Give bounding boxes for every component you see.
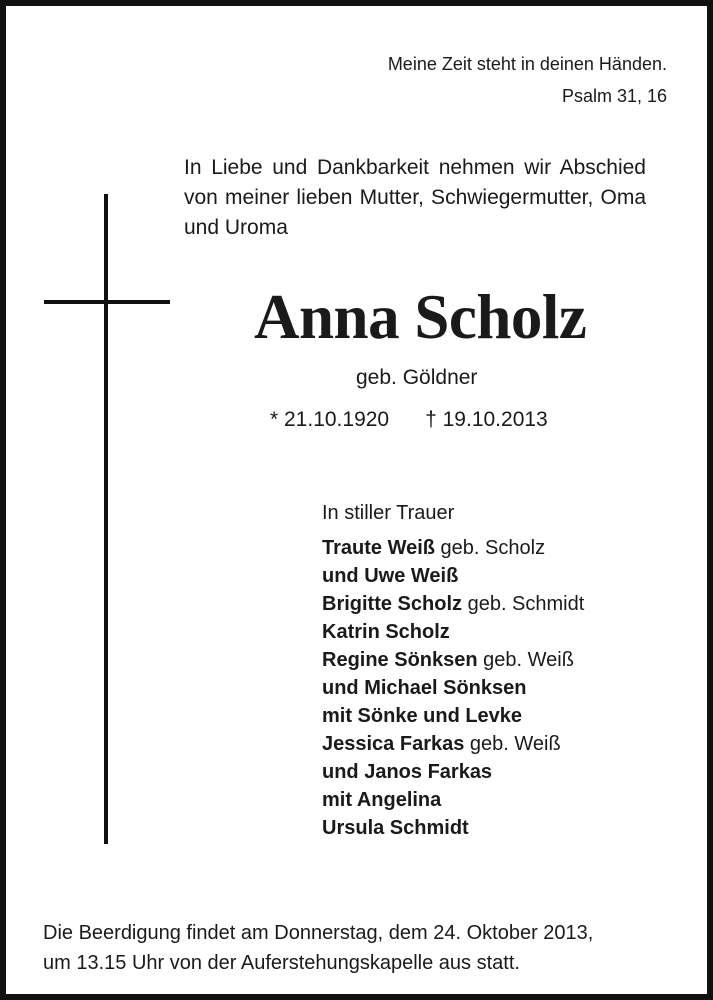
funeral-line-2: um 13.15 Uhr von der Auferstehungskapelle aus statt. [43, 952, 520, 974]
mourner-line [322, 534, 584, 562]
deceased-name: Anna Scholz [254, 282, 587, 352]
motto [388, 51, 667, 109]
mourner-name: und Uwe Weiß [322, 565, 459, 587]
mourner-name: mit Sönke und Levke [322, 705, 523, 727]
mourner-name: Brigitte Scholz [322, 593, 463, 615]
mourner-line [322, 730, 584, 758]
mourner-name: und Michael Sönksen [322, 677, 527, 699]
mourner-note: geb. Weiß [464, 733, 561, 755]
mourner-line [322, 758, 584, 786]
birth-date: * 21.10.1920 [270, 408, 390, 431]
mourner-line [322, 562, 584, 590]
intro-text: In Liebe und Dankbarkeit nehmen wir Abschied von meiner lieben Mutter, Schwiegermutter, Oma und Uroma [184, 156, 646, 239]
funeral-line-1: Die Beerdigung findet am Donnerstag, dem 24. Oktober 2013, [43, 922, 594, 944]
mourner-line [322, 590, 584, 618]
motto-reference: Psalm 31, 16 [561, 86, 667, 106]
mourner-name: mit Angelina [322, 789, 442, 811]
cross-horizontal-bar [44, 300, 170, 304]
funeral-notice [43, 918, 669, 978]
mourner-line [322, 674, 584, 702]
mourner-note: geb. Schmidt [462, 593, 585, 615]
mourner-name: Regine Sönksen [322, 649, 478, 671]
mourner-line [322, 814, 584, 842]
mourner-name: Ursula Schmidt [322, 817, 469, 839]
mourner-name: Katrin Scholz [322, 621, 450, 643]
mourning-label: In stiller Trauer [322, 502, 455, 524]
mourner-line [322, 786, 584, 814]
mourner-name: Jessica Farkas [322, 733, 465, 755]
cross-vertical-bar [104, 194, 108, 844]
death-date: † 19.10.2013 [425, 408, 548, 431]
mourner-note: geb. Weiß [477, 649, 574, 671]
born-name: geb. Göldner [356, 366, 478, 389]
mourner-name: Traute Weiß [322, 537, 435, 559]
mourner-line [322, 702, 584, 730]
mourner-name: und Janos Farkas [322, 761, 493, 783]
mourner-line [322, 646, 584, 674]
life-dates [270, 406, 548, 434]
mourner-line [322, 618, 584, 646]
mourner-note: geb. Scholz [435, 537, 546, 559]
mourners-list [322, 534, 584, 842]
motto-quote: Meine Zeit steht in deinen Händen. [387, 54, 667, 74]
